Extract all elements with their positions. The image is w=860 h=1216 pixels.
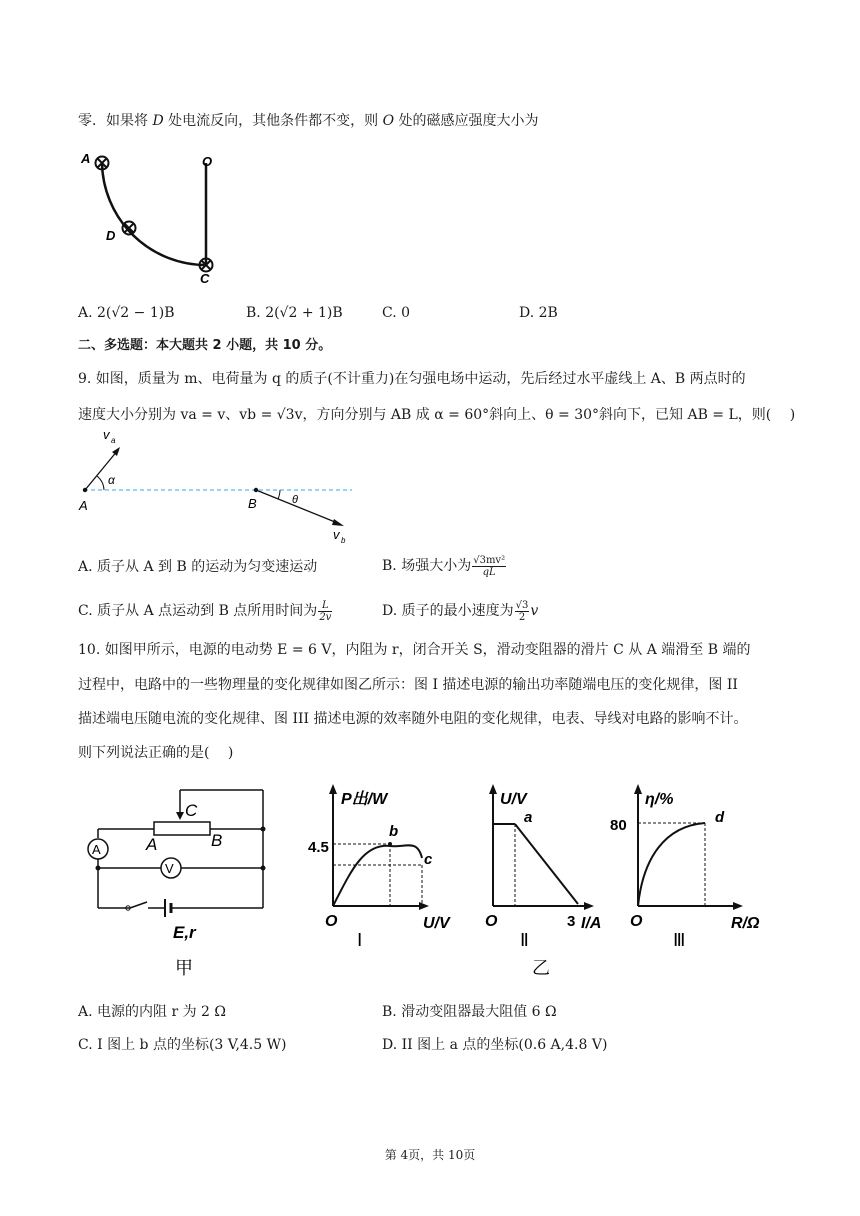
label-va-sub: a bbox=[111, 436, 116, 445]
graph-III-efficiency-vs-resistance bbox=[605, 778, 775, 948]
graph2-ylabel: U/V bbox=[500, 791, 527, 808]
q8-option-d[interactable]: D. 2B bbox=[519, 305, 558, 321]
q8-option-a[interactable]: A. 2(√2 − 1)B bbox=[78, 305, 175, 321]
question8-figure bbox=[76, 145, 226, 285]
q9-option-b[interactable]: B. 场强大小为 $\frac{\text{√3mv²}}{qL}$ bbox=[382, 554, 506, 578]
label-theta: θ bbox=[292, 494, 298, 506]
q10-option-b[interactable]: B. 滑动变阻器最大阻值 6 Ω bbox=[382, 1004, 557, 1020]
graph1-point-c: c bbox=[424, 851, 433, 868]
label-source: E,r bbox=[173, 923, 196, 942]
graph3-xlabel: R/Ω bbox=[731, 915, 760, 932]
graph2-point-a: a bbox=[524, 809, 533, 826]
ammeter-icon: A bbox=[92, 842, 101, 857]
label-O: O bbox=[202, 154, 213, 169]
graph3-point-d: d bbox=[715, 809, 725, 826]
label-A: A bbox=[146, 835, 158, 854]
graph2-xlabel: I/A bbox=[581, 915, 602, 932]
label-C: C bbox=[200, 271, 210, 285]
graph1-xlabel: U/V bbox=[423, 915, 450, 932]
caption-jia: 甲 bbox=[175, 958, 193, 978]
graph2-tick: 3 bbox=[567, 913, 576, 930]
graph1-roman: Ⅰ bbox=[357, 930, 363, 948]
q8-option-b[interactable]: B. 2(√2 + 1)B bbox=[246, 305, 343, 321]
label-A: A bbox=[81, 151, 91, 166]
label-B: B bbox=[211, 831, 223, 850]
label-alpha: α bbox=[108, 473, 115, 487]
voltmeter-icon: V bbox=[165, 861, 174, 876]
question10-line4: 则下列说法正确的是( ) bbox=[78, 745, 234, 761]
section-heading-multiple-choice: 二、多选题：本大题共 2 小题，共 10 分。 bbox=[78, 338, 332, 353]
question8-continuation: 零．如果将 D 处电流反向，其他条件都不变，则 O 处的磁感应强度大小为 bbox=[78, 113, 539, 129]
question10-line3: 描述端电压随电流的变化规律、图 III 描述电源的效率随外电阻的变化规律，电表、导线对电路的影响不计。 bbox=[78, 711, 748, 727]
label-D: D bbox=[106, 228, 116, 243]
question9-figure bbox=[76, 428, 366, 546]
graph2-origin: O bbox=[485, 913, 498, 930]
label-C: C bbox=[185, 801, 198, 820]
caption-yi: 乙 bbox=[532, 958, 550, 978]
graph-II-voltage-vs-current bbox=[480, 778, 620, 978]
graph1-point-b: b bbox=[389, 823, 399, 840]
q9-option-a[interactable]: A. 质子从 A 到 B 的运动为匀变速运动 bbox=[78, 559, 318, 575]
label-A: A bbox=[79, 498, 88, 513]
circuit-diagram-jia bbox=[80, 778, 280, 978]
question9-line2: 速度大小分别为 va = v、vb = √3v，方向分别与 AB 成 α = 60°斜向上、θ = 30°斜向下，已知 AB = L，则( ) bbox=[78, 407, 796, 423]
graph1-origin: O bbox=[325, 913, 338, 930]
question9-line1: 9. 如图，质量为 m、电荷量为 q 的质子(不计重力)在匀强电场中运动，先后经过水平虚线上 A、B 两点时的 bbox=[78, 371, 746, 387]
label-vb-sub: b bbox=[341, 536, 346, 545]
q9-option-d[interactable]: D. 质子的最小速度为 $\frac{√3}{2}$ v bbox=[382, 599, 539, 623]
graph1-tick: 4.5 bbox=[308, 839, 329, 856]
graph2-roman: Ⅱ bbox=[520, 930, 529, 950]
q8-option-c[interactable]: C. 0 bbox=[382, 305, 411, 321]
graph3-origin: O bbox=[630, 913, 643, 930]
question10-line1: 10. 如图甲所示，电源的电动势 E = 6 V，内阻为 r，闭合开关 S，滑动变阻器的滑片 C 从 A 端滑至 B 端的 bbox=[78, 642, 751, 658]
graph3-tick: 80 bbox=[610, 817, 627, 834]
q10-option-a[interactable]: A. 电源的内阻 r 为 2 Ω bbox=[78, 1004, 227, 1020]
graph3-roman: Ⅲ bbox=[673, 930, 686, 948]
q9-option-c[interactable]: C. 质子从 A 点运动到 B 点所用时间为 $\frac{L}{2v}$ bbox=[78, 599, 332, 623]
question10-line2: 过程中，电路中的一些物理量的变化规律如图乙所示：图 I 描述电源的输出功率随端电压的变化规律，图 II bbox=[78, 677, 738, 693]
q10-option-c[interactable]: C. I 图上 b 点的坐标(3 V,4.5 W) bbox=[78, 1037, 287, 1053]
page-footer: 第 4页，共 10页 bbox=[384, 1148, 476, 1162]
graph1-ylabel: P出/W bbox=[341, 791, 388, 808]
label-vb: v bbox=[333, 527, 340, 542]
q10-option-d[interactable]: D. II 图上 a 点的坐标(0.6 A,4.8 V) bbox=[382, 1037, 608, 1053]
label-B: B bbox=[248, 496, 257, 511]
graph-I-power-vs-voltage bbox=[305, 778, 465, 948]
graph3-ylabel: η/% bbox=[645, 791, 674, 808]
label-va: v bbox=[103, 428, 110, 442]
